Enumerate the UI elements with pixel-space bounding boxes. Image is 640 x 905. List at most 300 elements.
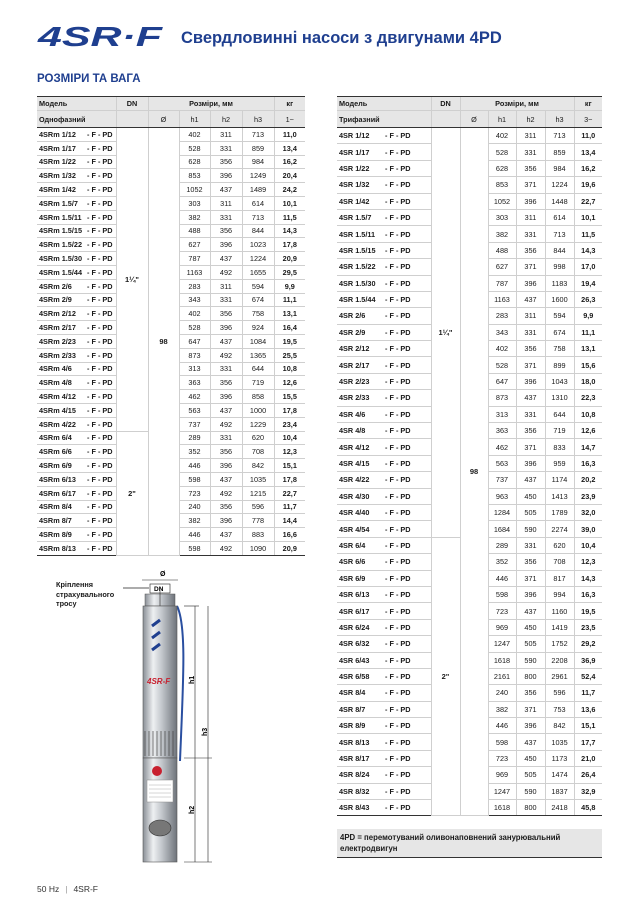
- cell-weight: 11,7: [274, 500, 305, 514]
- cell-h3: 1419: [545, 619, 574, 635]
- model-suffix: - F - PD: [385, 442, 411, 452]
- model-suffix: - F - PD: [385, 180, 411, 190]
- cell-h1: 528: [179, 141, 210, 155]
- model-name: 4SRm 2/6: [39, 281, 72, 291]
- cell-weight: 24,2: [274, 183, 305, 197]
- cell-h2: 356: [516, 554, 545, 570]
- motor-label-plate: [147, 780, 173, 802]
- cell-h1: 402: [179, 307, 210, 321]
- cell-model: [37, 431, 116, 445]
- cell-weight: 19,5: [574, 603, 602, 619]
- cell-h2: 331: [516, 406, 545, 422]
- cell-h3: 924: [242, 321, 274, 335]
- model-suffix: - F - PD: [87, 461, 113, 471]
- cell-h2: 356: [210, 445, 242, 459]
- cell-h2: 437: [210, 334, 242, 348]
- cell-h2: 356: [210, 155, 242, 169]
- cell-model: [337, 259, 431, 275]
- model-suffix: - F - PD: [87, 474, 113, 484]
- cell-weight: 10,8: [574, 406, 602, 422]
- model-suffix: - F - PD: [87, 433, 113, 443]
- cell-weight: 14,3: [574, 242, 602, 258]
- model-name: 4SRm 2/33: [39, 350, 76, 360]
- cell-h3: 1655: [242, 265, 274, 279]
- cell-h1: 963: [488, 488, 516, 504]
- cell-h2: 450: [516, 619, 545, 635]
- cell-model: [37, 183, 116, 197]
- cell-h2: 396: [516, 193, 545, 209]
- cell-model: [37, 238, 116, 252]
- cell-weight: 20,2: [574, 472, 602, 488]
- model-name: 4SR 8/43: [339, 803, 370, 813]
- cell-h3: 1023: [242, 238, 274, 252]
- cell-h1: 303: [179, 196, 210, 210]
- cell-h1: 303: [488, 209, 516, 225]
- model-name: 4SRm 1/17: [39, 143, 76, 153]
- model-suffix: - F - PD: [385, 737, 411, 747]
- cell-h1: 352: [179, 445, 210, 459]
- cell-h1: 873: [179, 348, 210, 362]
- cell-diameter: 98: [460, 128, 488, 816]
- model-suffix: - F - PD: [87, 143, 113, 153]
- cell-weight: 10,4: [574, 537, 602, 553]
- cell-h2: 505: [516, 504, 545, 520]
- cell-h2: 311: [516, 209, 545, 225]
- model-suffix: - F - PD: [87, 295, 113, 305]
- cell-model: [337, 373, 431, 389]
- cell-h2: 371: [516, 259, 545, 275]
- cell-h2: 396: [516, 455, 545, 471]
- model-suffix: - F - PD: [385, 360, 411, 370]
- cell-h1: 528: [179, 321, 210, 335]
- cell-h3: 594: [242, 279, 274, 293]
- cell-model: [337, 472, 431, 488]
- cell-h1: 787: [179, 252, 210, 266]
- cell-model: [337, 800, 431, 816]
- cell-h2: 356: [516, 423, 545, 439]
- model-name: 4SR 1.5/22: [339, 262, 376, 272]
- cell-h3: 1365: [242, 348, 274, 362]
- cell-h2: 331: [210, 293, 242, 307]
- cell-weight: 15,6: [574, 357, 602, 373]
- cell-h3: 1837: [545, 783, 574, 799]
- cell-h1: 289: [179, 431, 210, 445]
- cell-h1: 528: [488, 144, 516, 160]
- cell-h2: 331: [516, 324, 545, 340]
- cell-model: [337, 586, 431, 602]
- cell-h2: 371: [516, 439, 545, 455]
- pump-brand-label: 4SR-F: [147, 677, 171, 686]
- model-name: 4SR 1.5/15: [339, 245, 376, 255]
- cell-h3: 708: [242, 445, 274, 459]
- cell-h1: 969: [488, 619, 516, 635]
- cell-h3: 708: [545, 554, 574, 570]
- cell-weight: 22,7: [574, 193, 602, 209]
- model-name: 4SR 4/22: [339, 475, 370, 485]
- cell-h2: 590: [516, 783, 545, 799]
- cell-model: [337, 570, 431, 586]
- model-name: 4SRm 1/22: [39, 157, 76, 167]
- cell-h1: 1163: [179, 265, 210, 279]
- cell-h2: 396: [516, 586, 545, 602]
- model-suffix: - F - PD: [385, 131, 411, 141]
- model-name: 4SRm 8/9: [39, 530, 72, 539]
- model-suffix: - F - PD: [385, 459, 411, 468]
- cell-model: [37, 293, 116, 307]
- cell-model: [337, 308, 431, 324]
- model-suffix: - F - PD: [385, 147, 411, 157]
- cell-h2: 371: [516, 177, 545, 193]
- cell-h3: 1474: [545, 767, 574, 783]
- cell-weight: 15,1: [574, 718, 602, 734]
- model-suffix: - F - PD: [385, 803, 411, 813]
- model-name: 4SR 4/8: [339, 426, 366, 436]
- model-name: 4SRm 1/12: [39, 129, 76, 139]
- cell-h3: 1035: [242, 472, 274, 486]
- cell-model: [337, 685, 431, 701]
- cell-model: [337, 275, 431, 291]
- model-suffix: - F - PD: [385, 688, 411, 698]
- cell-h3: 614: [545, 209, 574, 225]
- cell-h2: 450: [516, 750, 545, 766]
- cell-weight: 9,9: [574, 308, 602, 324]
- model-suffix: - F - PD: [385, 475, 411, 485]
- header-h1: h1: [179, 111, 210, 128]
- cell-h2: 396: [210, 459, 242, 473]
- model-name: 4SR 4/6: [339, 409, 366, 419]
- model-name: 4SR 8/9: [339, 721, 366, 731]
- cell-h1: 723: [488, 603, 516, 619]
- cell-h3: 817: [545, 570, 574, 586]
- cell-h1: 969: [488, 767, 516, 783]
- cell-h1: 402: [488, 341, 516, 357]
- cell-model: [337, 144, 431, 160]
- cell-weight: 13,1: [574, 341, 602, 357]
- cell-h2: 311: [210, 128, 242, 142]
- cell-h3: 753: [545, 701, 574, 717]
- cell-h3: 620: [242, 431, 274, 445]
- cell-h2: 331: [210, 362, 242, 376]
- model-name: 4SR 4/40: [339, 508, 370, 518]
- model-name: 4SR 6/13: [339, 590, 370, 600]
- cell-model: [337, 636, 431, 652]
- cell-h3: 713: [242, 210, 274, 224]
- cable-label-line-1: Кріплення: [56, 580, 94, 589]
- cell-model: [337, 209, 431, 225]
- model-suffix: - F - PD: [385, 606, 411, 616]
- model-name: 4SRm 2/12: [39, 309, 76, 319]
- cell-weight: 11,5: [274, 210, 305, 224]
- cell-h1: 723: [179, 486, 210, 500]
- cell-h2: 437: [516, 291, 545, 307]
- model-suffix: - F - PD: [87, 350, 113, 360]
- model-name: 4SR 6/9: [339, 573, 366, 583]
- cell-h1: 488: [488, 242, 516, 258]
- cell-model: [37, 155, 116, 169]
- cell-model: [337, 718, 431, 734]
- cell-h2: 437: [516, 603, 545, 619]
- cell-h2: 505: [516, 636, 545, 652]
- header-model: Модель: [337, 97, 431, 111]
- model-name: 4SR 4/15: [339, 459, 370, 468]
- cell-h3: 2274: [545, 521, 574, 537]
- cell-weight: 16,2: [574, 160, 602, 176]
- model-suffix: - F - PD: [385, 573, 411, 583]
- cell-h2: 437: [516, 472, 545, 488]
- cell-model: [337, 734, 431, 750]
- model-suffix: - F - PD: [87, 281, 113, 291]
- cell-h2: 590: [516, 652, 545, 668]
- cell-model: [337, 357, 431, 373]
- cell-weight: 39,0: [574, 521, 602, 537]
- cell-h1: 446: [488, 718, 516, 734]
- cell-weight: 17,0: [574, 259, 602, 275]
- cell-h2: 311: [210, 196, 242, 210]
- model-name: 4SR 4/30: [339, 491, 370, 501]
- cell-h1: 402: [179, 128, 210, 142]
- cell-h2: 505: [516, 767, 545, 783]
- cell-h2: 590: [516, 521, 545, 537]
- model-suffix: - F - PD: [87, 336, 113, 346]
- model-suffix: - F - PD: [385, 327, 411, 337]
- cell-model: [37, 514, 116, 528]
- model-suffix: - F - PD: [87, 378, 113, 388]
- cell-weight: 13,4: [574, 144, 602, 160]
- cell-h3: 713: [242, 128, 274, 142]
- model-suffix: - F - PD: [385, 672, 411, 682]
- cell-h3: 842: [242, 459, 274, 473]
- model-suffix: - F - PD: [87, 543, 113, 553]
- cell-h1: 737: [179, 417, 210, 431]
- brand-logo: [36, 22, 166, 50]
- model-suffix: - F - PD: [385, 639, 411, 649]
- cell-h3: 758: [242, 307, 274, 321]
- model-suffix: - F - PD: [87, 267, 113, 277]
- cell-h3: 833: [545, 439, 574, 455]
- cell-model: [37, 348, 116, 362]
- cell-h3: 719: [545, 423, 574, 439]
- cell-h1: 1247: [488, 783, 516, 799]
- cell-h3: 1160: [545, 603, 574, 619]
- dim-h2-label: h2: [189, 805, 196, 814]
- cell-h1: 563: [488, 455, 516, 471]
- cell-weight: 19,6: [574, 177, 602, 193]
- model-name: 4SRm 6/17: [39, 488, 76, 498]
- cell-h2: 356: [210, 224, 242, 238]
- model-suffix: - F - PD: [87, 392, 113, 402]
- cell-h2: 492: [210, 348, 242, 362]
- cell-h3: 1224: [242, 252, 274, 266]
- cell-h3: 1174: [545, 472, 574, 488]
- cell-h2: 437: [516, 734, 545, 750]
- model-name: 4SR 4/12: [339, 442, 370, 452]
- cell-h1: 1247: [488, 636, 516, 652]
- cell-model: [337, 406, 431, 422]
- cell-h2: 311: [516, 128, 545, 144]
- model-name: 4SRm 2/9: [39, 295, 72, 305]
- model-suffix: - F - PD: [87, 226, 113, 236]
- model-suffix: - F - PD: [385, 622, 411, 632]
- model-name: 4SR 2/9: [339, 327, 366, 337]
- cell-weight: 10,1: [574, 209, 602, 225]
- header-weight: кг: [274, 97, 305, 111]
- cell-weight: 20,4: [274, 169, 305, 183]
- section-title: РОЗМІРИ ТА ВАГА: [37, 73, 141, 85]
- cell-h3: 883: [242, 528, 274, 542]
- cell-h3: 644: [242, 362, 274, 376]
- model-name: 4SR 8/24: [339, 770, 370, 780]
- cell-h2: 396: [210, 169, 242, 183]
- header-weight: кг: [574, 97, 602, 111]
- header-dn: DN: [431, 97, 460, 111]
- cell-h1: 598: [179, 541, 210, 555]
- motor-note: 4PD = перемотуваний оливонаповнений занурювальний електродвигун: [337, 829, 602, 858]
- header-phase-type: Однофазний: [37, 111, 116, 128]
- cell-h1: 647: [488, 373, 516, 389]
- header-dimensions: Розміри, мм: [460, 97, 574, 111]
- cell-model: [337, 652, 431, 668]
- cell-h2: 356: [516, 242, 545, 258]
- cell-h2: 331: [210, 210, 242, 224]
- cell-model: [37, 486, 116, 500]
- cell-h1: 598: [488, 734, 516, 750]
- cell-h1: 382: [179, 210, 210, 224]
- cell-model: [37, 459, 116, 473]
- cell-weight: 21,0: [574, 750, 602, 766]
- cell-h1: 240: [488, 685, 516, 701]
- cell-diameter: 98: [148, 128, 179, 556]
- model-name: 4SRm 4/12: [39, 392, 76, 402]
- model-name: 4SR 6/43: [339, 655, 370, 665]
- cell-h2: 492: [210, 541, 242, 555]
- cell-h3: 596: [242, 500, 274, 514]
- cell-weight: 17,8: [274, 238, 305, 252]
- cell-h3: 858: [242, 390, 274, 404]
- cell-h2: 356: [516, 685, 545, 701]
- cell-model: [337, 423, 431, 439]
- model-name: 4SRm 6/9: [39, 461, 72, 471]
- table-row: [37, 128, 305, 142]
- model-name: 4SR 1.5/11: [339, 229, 376, 239]
- cell-h1: 446: [488, 570, 516, 586]
- model-suffix: - F - PD: [385, 524, 411, 534]
- model-suffix: - F - PD: [385, 213, 411, 223]
- cell-h2: 331: [516, 144, 545, 160]
- cell-weight: 26,3: [574, 291, 602, 307]
- table-row: [337, 128, 602, 144]
- power-cable: [177, 606, 183, 761]
- cell-model: [337, 767, 431, 783]
- model-suffix: - F - PD: [385, 377, 411, 387]
- cell-h3: 614: [242, 196, 274, 210]
- cell-model: [337, 160, 431, 176]
- model-suffix: - F - PD: [385, 229, 411, 239]
- model-name: 4SR 4/54: [339, 524, 370, 534]
- model-name: 4SR 2/23: [339, 377, 370, 387]
- cell-h2: 311: [210, 279, 242, 293]
- model-suffix: - F - PD: [87, 364, 113, 374]
- model-name: 4SR 2/33: [339, 393, 370, 403]
- cell-weight: 20,9: [274, 541, 305, 555]
- cell-h3: 1789: [545, 504, 574, 520]
- cell-h3: 984: [545, 160, 574, 176]
- motor-end-cap: [149, 820, 171, 836]
- cell-model: [337, 291, 431, 307]
- model-suffix: - F - PD: [87, 212, 113, 222]
- cell-h3: 1035: [545, 734, 574, 750]
- cell-h3: 859: [242, 141, 274, 155]
- cell-h3: 1183: [545, 275, 574, 291]
- header-dimensions: Розміри, мм: [148, 97, 274, 111]
- cell-weight: 10,4: [274, 431, 305, 445]
- cell-weight: 23,5: [574, 619, 602, 635]
- model-name: 4SR 2/12: [339, 344, 370, 354]
- model-suffix: - F - PD: [87, 323, 113, 333]
- model-suffix: - F - PD: [87, 185, 113, 195]
- header-h3: h3: [545, 111, 574, 128]
- model-name: 4SR 1/42: [339, 196, 370, 206]
- header-unit: 3~: [574, 111, 602, 128]
- model-suffix: - F - PD: [385, 311, 411, 321]
- cell-h2: 437: [516, 390, 545, 406]
- cell-h2: 800: [516, 668, 545, 684]
- cell-h1: 1618: [488, 652, 516, 668]
- cell-weight: 12,6: [274, 376, 305, 390]
- model-name: 4SRm 4/15: [39, 405, 76, 415]
- model-suffix: - F - PD: [87, 171, 113, 181]
- cell-model: [337, 324, 431, 340]
- cell-model: [337, 537, 431, 553]
- header-phase-type: Трифазний: [337, 111, 431, 128]
- cell-weight: 12,3: [574, 554, 602, 570]
- model-suffix: - F - PD: [385, 262, 411, 272]
- cell-weight: 17,7: [574, 734, 602, 750]
- model-name: 4SR 1.5/7: [339, 213, 372, 223]
- cell-model: [337, 488, 431, 504]
- cell-model: [337, 128, 431, 144]
- cell-h1: 240: [179, 500, 210, 514]
- model-suffix: - F - PD: [87, 419, 113, 429]
- dim-h1-label: h1: [189, 675, 196, 684]
- model-name: 4SR 1/12: [339, 131, 370, 141]
- cell-h1: 598: [179, 472, 210, 486]
- model-suffix: - F - PD: [87, 198, 113, 208]
- cell-h3: 713: [545, 128, 574, 144]
- cell-h2: 396: [210, 321, 242, 335]
- cell-h3: 844: [242, 224, 274, 238]
- header-model: Модель: [37, 97, 116, 111]
- cell-weight: 26,4: [574, 767, 602, 783]
- model-name: 4SR 8/17: [339, 754, 370, 764]
- model-name: 4SRm 8/13: [39, 543, 76, 553]
- header-h3: h3: [242, 111, 274, 128]
- cell-weight: 10,8: [274, 362, 305, 376]
- cell-h3: 998: [545, 259, 574, 275]
- model-suffix: - F - PD: [385, 278, 411, 288]
- cell-dn: 1¼": [431, 128, 460, 538]
- cell-h3: 1224: [545, 177, 574, 193]
- model-name: 4SRm 6/6: [39, 447, 72, 457]
- model-name: 4SRm 4/8: [39, 378, 72, 388]
- cell-h1: 283: [179, 279, 210, 293]
- cell-h3: 2961: [545, 668, 574, 684]
- model-suffix: - F - PD: [385, 393, 411, 403]
- header-h2: h2: [516, 111, 545, 128]
- cell-h3: 1310: [545, 390, 574, 406]
- cell-h1: 628: [179, 155, 210, 169]
- cell-h3: 758: [545, 341, 574, 357]
- cell-h3: 1249: [242, 169, 274, 183]
